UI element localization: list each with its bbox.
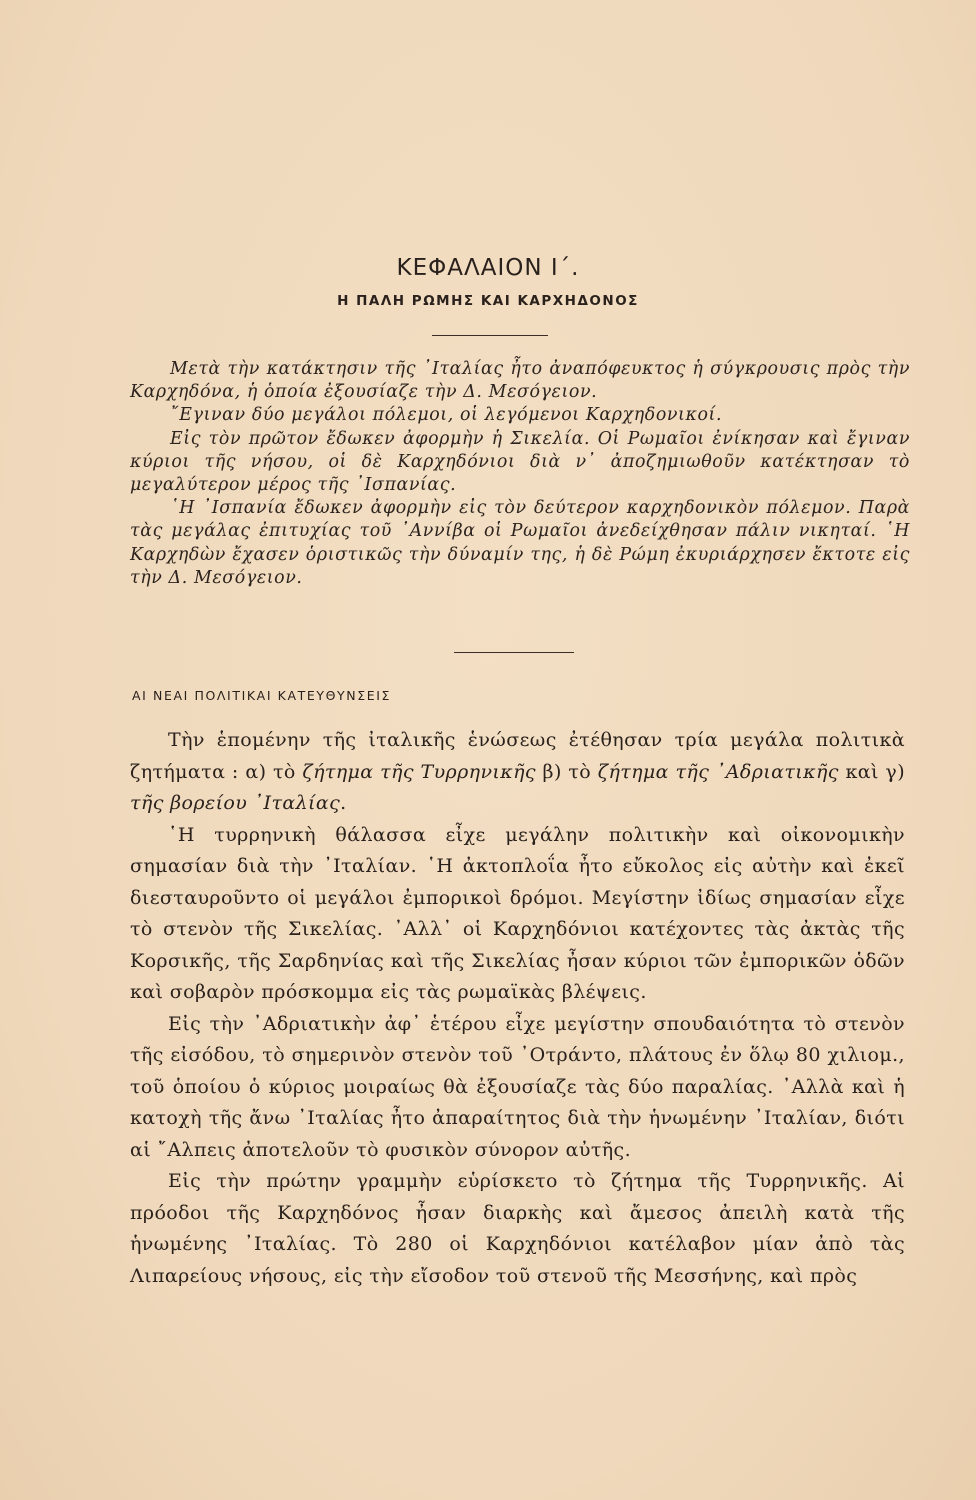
body-text — [130, 725, 905, 1292]
issue-tyrrhenian: ζήτημα τῆς Τυρρηνικῆς — [302, 760, 536, 783]
body-text-run: καὶ γ) — [838, 760, 906, 783]
body-text-run: Τὴν ἑπομένην τῆς ἰταλικῆς ἑνώσεως ἐτέθησαν τρία μεγάλα πολιτικὰ ζητήματα : α) τὸ — [130, 729, 905, 783]
summary-paragraph-2: Εἰς τὸν πρῶτον ἔδωκεν ἀφορμὴν ἡ Σικελία. Οἱ Ρωμαῖοι ἐνίκησαν καὶ ἔγιναν κύριοι τῆς νήσου, οἱ δὲ Καρχηδόνιοι διὰ ν᾿ ἀποζημιωθοῦν κατέκτησαν τὸ μεγαλύτερον μέρος τῆς ᾿Ισπανίας. — [130, 428, 910, 496]
divider-top — [432, 335, 548, 336]
summary-paragraph-1a: Μετὰ τὴν κατάκτησιν τῆς ᾿Ιταλίας ἦτο ἀναπόφευκτος ἡ σύγκρουσις πρὸς τὴν Καρχηδόνα, ἡ ὁποία ἐξουσίαζε τὴν Δ. Μεσόγειον. — [130, 359, 910, 403]
divider-middle — [454, 652, 574, 653]
body-text-run: . — [340, 792, 347, 814]
section-heading: ΑΙ ΝΕΑΙ ΠΟΛΙΤΙΚΑΙ ΚΑΤΕΥΘΥΝΣΕΙΣ — [132, 688, 391, 703]
body-paragraph-2: ῾Η τυρρηνικὴ θάλασσα εἶχε μεγάλην πολιτικὴν καὶ οἰκονομικὴν σημασίαν διὰ τὴν ᾿Ιταλίαν. ῾Η ἀκτοπλοΐα ἦτο εὔκολος εἰς αὐτὴν καὶ ἐκεῖ διεσταυροῦντο οἱ μεγάλοι ἐμπορικοὶ δρόμοι. Μεγίστην ἰδίως σημασίαν εἶχε τὸ στενὸν τῆς Σικελίας. ᾿Αλλ᾿ οἱ Καρχηδόνιοι κατέχοντες τὰς ἀκτὰς τῆς Κορσικῆς, τῆς Σαρδηνίας καὶ τῆς Σικελίας ἦσαν κύριοι τῶν ἐμπορικῶν ὁδῶν καὶ σοβαρὸν πρόσκομμα εἰς τὰς ρωμαϊκὰς βλέψεις. — [130, 823, 905, 1003]
issue-north-italy: τῆς βορείου ᾿Ιταλίας — [130, 792, 341, 814]
issue-adriatic: ζήτημα τῆς ᾿Αδριατικῆς — [597, 760, 839, 783]
summary-paragraph-3: ῾Η ᾿Ισπανία ἔδωκεν ἀφορμὴν εἰς τὸν δεύτερον καρχηδονικὸν πόλεμον. Παρὰ τὰς μεγάλας ἐπιτυχίας τοῦ ᾿Αννίβα οἱ Ρωμαῖοι ἀνεδείχθησαν πάλιν νικηταί. ῾Η Καρχηδὼν ἔχασεν ὁριστικῶς τὴν δύναμίν της, ἡ δὲ Ρώμη ἐκυριάρχησεν ἔκτοτε εἰς τὴν Δ. Μεσόγειον. — [130, 498, 910, 588]
body-text-run: β) τὸ — [535, 760, 598, 783]
chapter-subtitle: Η ΠΑΛΗ ΡΩΜΗΣ ΚΑΙ ΚΑΡΧΗΔΟΝΟΣ — [337, 293, 639, 309]
body-paragraph-3: Εἰς τὴν ᾿Αδριατικὴν ἀφ᾿ ἑτέρου εἶχε μεγίστην σπουδαιότητα τὸ στενὸν τῆς εἰσόδου, τὸ σημερινὸν στενὸν τοῦ ᾿Οτράντο, πλάτους ἐν ὅλῳ 80 χιλιομ., τοῦ ὁποίου ὁ κύριος μοιραίως θὰ ἐξουσίαζε τὰς δύο παραλίας. ᾿Αλλὰ καὶ ἡ κατοχὴ τῆς ἄνω ᾿Ιταλίας ἦτο ἀπαραίτητος διὰ τὴν ἡνωμένην ᾿Ιταλίαν, διότι αἱ ῎Αλπεις ἀποτελοῦν τὸ φυσικὸν σύνορον αὐτῆς. — [130, 1012, 905, 1161]
chapter-summary — [130, 358, 910, 590]
body-paragraph-4: Εἰς τὴν πρώτην γραμμὴν εὑρίσκετο τὸ ζήτημα τῆς Τυρρηνικῆς. Αἱ πρόοδοι τῆς Καρχηδόνος ἦσαν διαρκὴς καὶ ἄμεσος ἀπειλὴ κατὰ τῆς ἡνωμένης ᾿Ιταλίας. Τὸ 280 οἱ Καρχηδόνιοι κατέλαβον μίαν ἀπὸ τὰς Λιπαρείους νήσους, εἰς τὴν εἴσοδον τοῦ στενοῦ τῆς Μεσσήνης, καὶ πρὸς — [130, 1170, 905, 1287]
body-paragraph-1 — [130, 725, 905, 820]
chapter-title: ΚΕΦΑΛΑΙΟΝ Ι΄. — [396, 255, 580, 281]
summary-paragraph-1b: ῎Εγιναν δύο μεγάλοι πόλεμοι, οἱ λεγόμενοι Καρχηδονικοί. — [170, 405, 723, 426]
